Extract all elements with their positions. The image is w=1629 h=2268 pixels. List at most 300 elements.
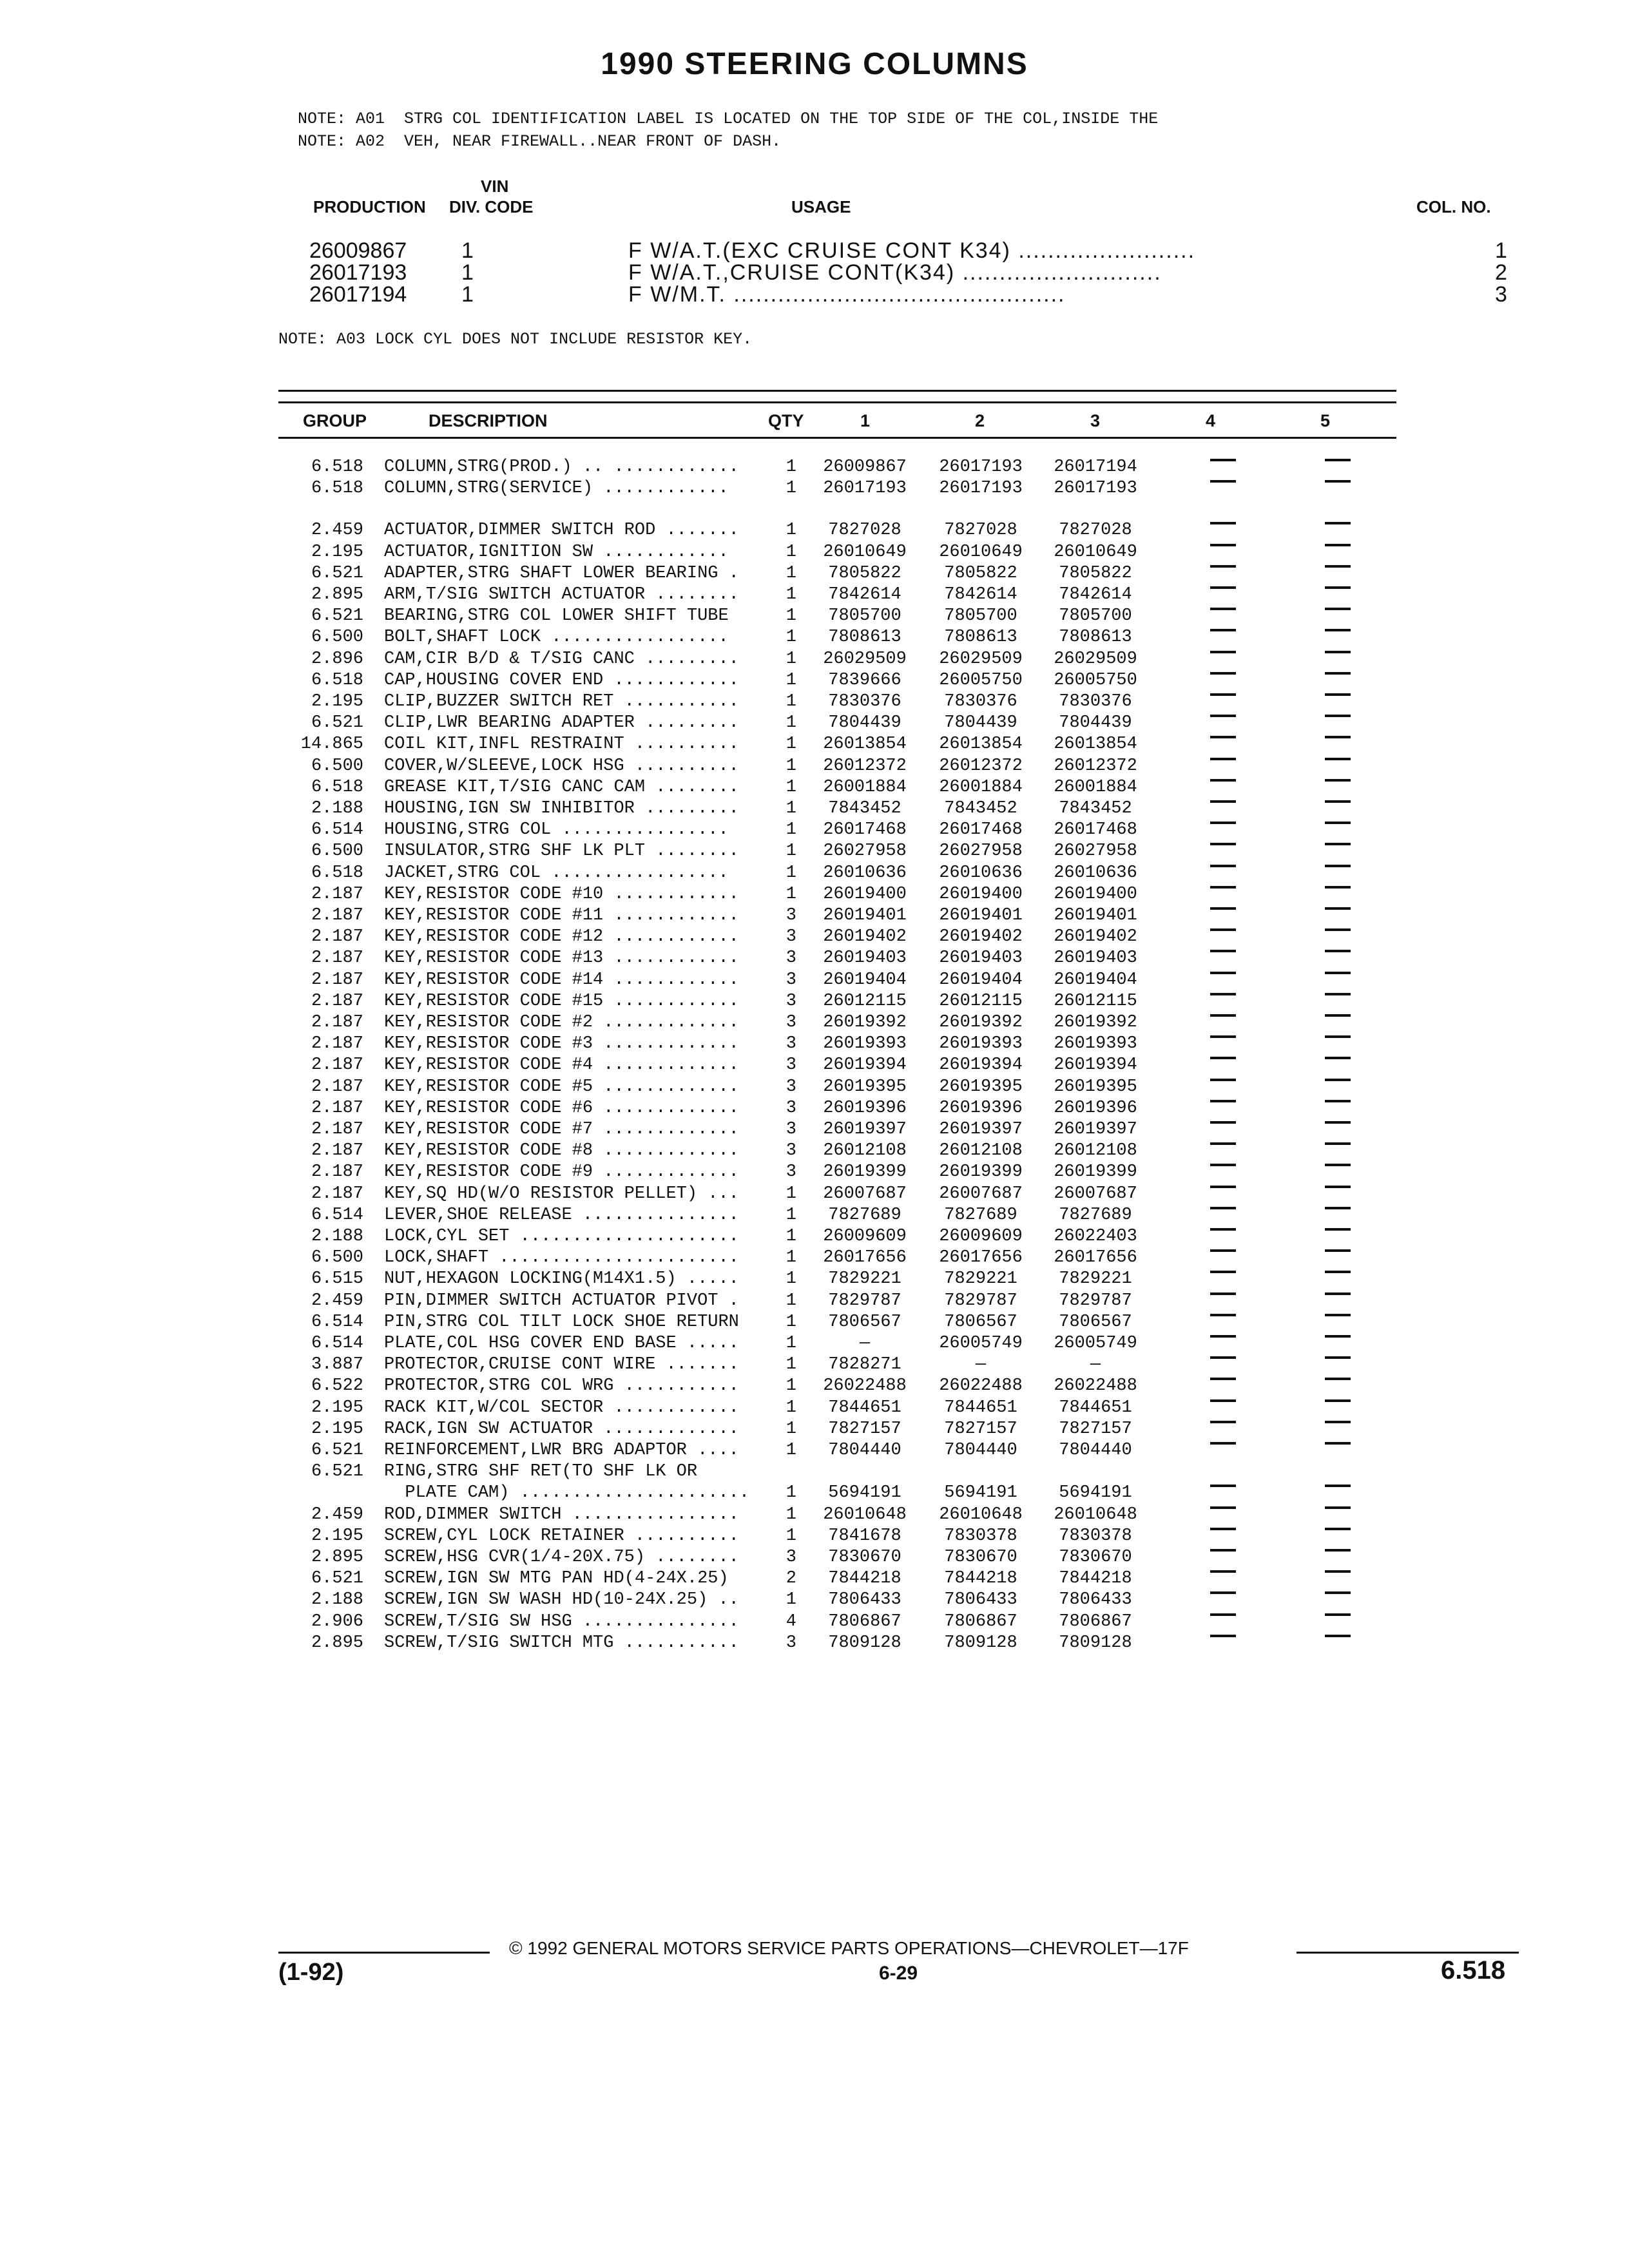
col-5-empty-dash <box>1325 459 1351 461</box>
col-2-part-cell: 26009609 <box>939 1227 1023 1246</box>
col-5-empty-dash <box>1325 1591 1351 1594</box>
col-5-empty-dash <box>1325 1057 1351 1059</box>
table-row <box>0 1120 1629 1141</box>
col-5-empty-dash <box>1325 1314 1351 1316</box>
col-2-part-cell: 26022488 <box>939 1376 1023 1396</box>
note-a01: NOTE: A01 STRG COL IDENTIFICATION LABEL IS LOCATED ON THE TOP SIDE OF THE COL,INSIDE THE <box>298 110 1159 128</box>
description-cell: ACTUATOR,DIMMER SWITCH ROD ....... <box>384 521 739 541</box>
group-cell: 6.521 <box>311 1569 363 1589</box>
col-5-empty-dash <box>1325 1121 1351 1124</box>
col-1-part-cell: — <box>859 1334 871 1353</box>
group-cell: 2.896 <box>311 649 363 669</box>
group-cell: 2.895 <box>311 1548 363 1567</box>
table-row <box>0 927 1629 948</box>
group-cell: 6.518 <box>311 863 363 883</box>
qty-cell: 1 <box>786 1526 796 1546</box>
qty-cell: 1 <box>786 521 796 541</box>
col-2-part-cell: 26001884 <box>939 777 1023 797</box>
col-2-part-cell: 26019400 <box>939 884 1023 904</box>
table-row <box>0 1077 1629 1099</box>
qty-cell: 1 <box>786 692 796 711</box>
col-5-empty-dash <box>1325 886 1351 889</box>
table-row <box>0 1419 1629 1441</box>
col-2-part-cell: 7806867 <box>944 1611 1017 1631</box>
description-cell: CAP,HOUSING COVER END ............ <box>384 670 739 690</box>
col-3-part-cell: 26019402 <box>1054 927 1137 947</box>
col-1-part-cell: 26019394 <box>823 1055 907 1075</box>
col-3-part-cell: 7829221 <box>1059 1269 1132 1289</box>
table-row <box>0 1099 1629 1120</box>
col-1-part-cell: 7830670 <box>828 1548 901 1567</box>
col-2-part-cell: 7808613 <box>944 628 1017 648</box>
description-cell: KEY,RESISTOR CODE #9 ............. <box>384 1162 739 1182</box>
col-2-part-cell: 26010648 <box>939 1504 1023 1524</box>
description-cell: KEY,RESISTOR CODE #13 ............ <box>384 948 739 968</box>
table-row <box>0 1548 1629 1569</box>
qty-cell: 3 <box>786 927 796 947</box>
col-header-5: 5 <box>1320 411 1331 430</box>
qty-cell: 1 <box>786 606 796 626</box>
description-cell: LOCK,CYL SET ..................... <box>384 1227 739 1246</box>
table-row <box>0 1312 1629 1334</box>
col-3-part-cell: 7827028 <box>1059 521 1132 541</box>
group-cell: 6.518 <box>311 670 363 690</box>
col-1-part-cell: 26022488 <box>823 1376 907 1396</box>
col-1-part-cell: 26019403 <box>823 948 907 968</box>
col-5-empty-dash <box>1325 758 1351 760</box>
qty-cell: 3 <box>786 1098 796 1118</box>
col-5-empty-dash <box>1325 1506 1351 1509</box>
qty-cell: 3 <box>786 906 796 925</box>
col-5-empty-dash <box>1325 1228 1351 1231</box>
col-3-part-cell: 7830378 <box>1059 1526 1132 1546</box>
qty-cell: 1 <box>786 563 796 583</box>
vin-header: VIN <box>481 177 509 196</box>
table-row <box>0 841 1629 863</box>
col-5-empty-dash <box>1325 865 1351 867</box>
col-2-part-cell: 7804440 <box>944 1441 1017 1460</box>
col-4-empty-dash <box>1210 1356 1236 1359</box>
col-1-part-cell: 7808613 <box>828 628 901 648</box>
qty-cell: 1 <box>786 756 796 776</box>
col-1-part-cell: 26029509 <box>823 649 907 669</box>
col-2-part-cell: 26019403 <box>939 948 1023 968</box>
table-row <box>0 543 1629 564</box>
description-cell: CLIP,LWR BEARING ADAPTER ......... <box>384 713 739 733</box>
qty-cell: 3 <box>786 948 796 968</box>
qty-cell: 3 <box>786 1120 796 1139</box>
col-2-part-cell: 7827689 <box>944 1205 1017 1225</box>
col-3-part-cell: 7830376 <box>1059 692 1132 711</box>
description-cell: COIL KIT,INFL RESTRAINT .......... <box>384 735 739 754</box>
col-5-empty-dash <box>1325 1335 1351 1338</box>
description-cell: PLATE,COL HSG COVER END BASE ..... <box>384 1334 739 1353</box>
description-cell: LEVER,SHOE RELEASE ............... <box>384 1205 739 1225</box>
col-1-part-cell: 26013854 <box>823 735 907 754</box>
description-cell: INSULATOR,STRG SHF LK PLT ........ <box>384 841 739 861</box>
col-1-part-cell: 7829787 <box>828 1291 901 1311</box>
col-5-empty-dash <box>1325 779 1351 782</box>
description-cell: RING,STRG SHF RET(TO SHF LK OR <box>384 1462 698 1482</box>
col-4-empty-dash <box>1210 886 1236 889</box>
col-5-empty-dash <box>1325 522 1351 524</box>
col-2-part-cell: 26019404 <box>939 970 1023 990</box>
col-1-part-cell: 7828271 <box>828 1355 901 1375</box>
qty-cell: 1 <box>786 649 796 669</box>
col-1-part-cell: 26019404 <box>823 970 907 990</box>
col-5-empty-dash <box>1325 565 1351 568</box>
col-1-part-cell: 26017468 <box>823 820 907 840</box>
table-row <box>0 1184 1629 1206</box>
table-row <box>0 1291 1629 1312</box>
table-row <box>0 820 1629 841</box>
table-row <box>0 713 1629 735</box>
footer-date-code: (1-92) <box>278 1959 344 1986</box>
col-header-description: DESCRIPTION <box>429 411 548 430</box>
table-row <box>0 606 1629 628</box>
description-cell: SCREW,HSG CVR(1/4-20X.75) ........ <box>384 1548 739 1567</box>
table-row <box>0 1483 1629 1504</box>
table-row <box>0 799 1629 820</box>
col-4-empty-dash <box>1210 1549 1236 1552</box>
description-cell: KEY,RESISTOR CODE #4 ............. <box>384 1055 739 1075</box>
group-cell: 2.895 <box>311 1633 363 1653</box>
footer-rule-right <box>1296 1952 1519 1954</box>
col-1-part-cell: 26012372 <box>823 756 907 776</box>
qty-cell: 1 <box>786 1376 796 1396</box>
col-1-part-cell: 26010648 <box>823 1504 907 1524</box>
col-2-part-cell: 26019395 <box>939 1077 1023 1097</box>
col-5-empty-dash <box>1325 1186 1351 1188</box>
description-cell: NUT,HEXAGON LOCKING(M14X1.5) ..... <box>384 1269 739 1289</box>
div-code: 1 <box>461 238 474 263</box>
description-cell: ROD,DIMMER SWITCH ................ <box>384 1504 739 1524</box>
table-row <box>0 521 1629 542</box>
col-3-part-cell: 26007687 <box>1054 1184 1137 1204</box>
table-row <box>0 1269 1629 1291</box>
col-2-part-cell: — <box>975 1355 987 1375</box>
col-4-empty-dash <box>1210 1100 1236 1102</box>
description-cell: KEY,RESISTOR CODE #2 ............. <box>384 1013 739 1032</box>
col-3-part-cell: 7806867 <box>1059 1611 1132 1631</box>
qty-cell: 1 <box>786 841 796 861</box>
col-2-part-cell: 5694191 <box>944 1483 1017 1503</box>
col-2-part-cell: 7806567 <box>944 1312 1017 1332</box>
group-cell: 6.515 <box>311 1269 363 1289</box>
table-row <box>0 628 1629 649</box>
col-2-part-cell: 7844218 <box>944 1569 1017 1589</box>
col-4-empty-dash <box>1210 1121 1236 1124</box>
qty-cell: 3 <box>786 1548 796 1567</box>
col-4-empty-dash <box>1210 758 1236 760</box>
col-2-part-cell: 7844651 <box>944 1398 1017 1418</box>
col-4-empty-dash <box>1210 1207 1236 1209</box>
table-row <box>0 1569 1629 1590</box>
col-5-empty-dash <box>1325 480 1351 483</box>
col-3-part-cell: 26012115 <box>1054 991 1137 1011</box>
col-3-part-cell: 7806433 <box>1059 1590 1132 1610</box>
col-5-empty-dash <box>1325 1079 1351 1081</box>
col-3-part-cell: 26019392 <box>1054 1013 1137 1032</box>
col-1-part-cell: 26017656 <box>823 1248 907 1268</box>
description-cell: KEY,RESISTOR CODE #6 ............. <box>384 1098 739 1118</box>
col-1-part-cell: 7809128 <box>828 1633 901 1653</box>
footer-rule-left <box>278 1952 490 1954</box>
col-4-empty-dash <box>1210 907 1236 910</box>
col-1-part-cell: 26001884 <box>823 777 907 797</box>
table-row <box>0 1590 1629 1611</box>
qty-cell: 4 <box>786 1611 796 1631</box>
col-4-empty-dash <box>1210 993 1236 995</box>
col-3-part-cell: 7829787 <box>1059 1291 1132 1311</box>
col-2-part-cell: 26017468 <box>939 820 1023 840</box>
col-5-empty-dash <box>1325 822 1351 824</box>
group-cell: 6.514 <box>311 1205 363 1225</box>
col-header-4: 4 <box>1206 411 1216 430</box>
col-3-part-cell: — <box>1090 1355 1101 1375</box>
col-3-part-cell: 26019403 <box>1054 948 1137 968</box>
col-5-empty-dash <box>1325 993 1351 995</box>
col-2-part-cell: 7843452 <box>944 799 1017 818</box>
table-top-rule-2 <box>278 401 1396 403</box>
description-cell: RACK KIT,W/COL SECTOR ............ <box>384 1398 739 1418</box>
col-5-empty-dash <box>1325 1613 1351 1616</box>
col-1-part-cell: 26019397 <box>823 1120 907 1139</box>
group-cell: 2.187 <box>311 948 363 968</box>
group-cell: 2.195 <box>311 692 363 711</box>
table-row <box>0 1013 1629 1034</box>
group-cell: 2.187 <box>311 991 363 1011</box>
group-cell: 6.514 <box>311 1312 363 1332</box>
col-1-part-cell: 26019402 <box>823 927 907 947</box>
description-cell: LOCK,SHAFT ....................... <box>384 1248 739 1268</box>
production-number: 26017193 <box>309 260 407 285</box>
col-5-empty-dash <box>1325 1570 1351 1573</box>
col-no-header: COL. NO. <box>1416 197 1491 216</box>
col-3-part-cell: 26019400 <box>1054 884 1137 904</box>
group-cell: 6.521 <box>311 1462 363 1482</box>
col-3-part-cell: 7809128 <box>1059 1633 1132 1653</box>
col-4-empty-dash <box>1210 1335 1236 1338</box>
page-title: 1990 STEERING COLUMNS <box>601 47 1028 81</box>
col-4-empty-dash <box>1210 459 1236 461</box>
qty-cell: 1 <box>786 479 796 499</box>
col-1-part-cell: 7804439 <box>828 713 901 733</box>
col-1-part-cell: 26019392 <box>823 1013 907 1032</box>
col-3-part-cell: 7830670 <box>1059 1548 1132 1567</box>
col-4-empty-dash <box>1210 1378 1236 1380</box>
qty-cell: 3 <box>786 991 796 1011</box>
col-3-part-cell: 26019399 <box>1054 1162 1137 1182</box>
col-5-empty-dash <box>1325 1164 1351 1166</box>
col-2-part-cell: 26017193 <box>939 479 1023 499</box>
group-cell: 2.187 <box>311 884 363 904</box>
col-4-empty-dash <box>1210 972 1236 974</box>
description-cell: ACTUATOR,IGNITION SW ............ <box>384 542 729 562</box>
group-cell: 2.906 <box>311 1611 363 1631</box>
col-2-part-cell: 26017193 <box>939 457 1023 477</box>
col-3-part-cell: 7806567 <box>1059 1312 1132 1332</box>
col-2-part-cell: 26010636 <box>939 863 1023 883</box>
div-code: 1 <box>461 260 474 285</box>
qty-cell: 1 <box>786 1291 796 1311</box>
col-3-part-cell: 26017468 <box>1054 820 1137 840</box>
col-4-empty-dash <box>1210 1528 1236 1530</box>
description-cell: ARM,T/SIG SWITCH ACTUATOR ........ <box>384 585 739 604</box>
description-cell: PIN,DIMMER SWITCH ACTUATOR PIVOT . <box>384 1291 739 1311</box>
col-1-part-cell: 26019395 <box>823 1077 907 1097</box>
col-5-empty-dash <box>1325 1549 1351 1552</box>
col-1-part-cell: 26019400 <box>823 884 907 904</box>
description-cell: KEY,RESISTOR CODE #14 ............ <box>384 970 739 990</box>
col-4-empty-dash <box>1210 565 1236 568</box>
table-row <box>0 479 1629 500</box>
col-1-part-cell: 7842614 <box>828 585 901 604</box>
description-cell: PLATE CAM) ...................... <box>384 1483 750 1503</box>
col-2-part-cell: 26007687 <box>939 1184 1023 1204</box>
description-cell: PROTECTOR,STRG COL WRG ........... <box>384 1376 739 1396</box>
col-1-part-cell: 7841678 <box>828 1526 901 1546</box>
col-3-part-cell: 26010636 <box>1054 863 1137 883</box>
col-1-part-cell: 26009867 <box>823 457 907 477</box>
col-3-part-cell: 5694191 <box>1059 1483 1132 1503</box>
description-cell: KEY,RESISTOR CODE #12 ............ <box>384 927 739 947</box>
group-cell: 6.514 <box>311 820 363 840</box>
group-cell: 6.522 <box>311 1376 363 1396</box>
group-cell: 2.459 <box>311 1291 363 1311</box>
col-header-2: 2 <box>975 411 985 430</box>
qty-cell: 3 <box>786 1034 796 1054</box>
description-cell: CLIP,BUZZER SWITCH RET ........... <box>384 692 739 711</box>
col-1-part-cell: 26012115 <box>823 991 907 1011</box>
col-2-part-cell: 26019401 <box>939 906 1023 925</box>
table-row <box>0 585 1629 606</box>
group-cell: 2.187 <box>311 1184 363 1204</box>
description-cell: GREASE KIT,T/SIG CANC CAM ........ <box>384 777 739 797</box>
qty-cell: 1 <box>786 1269 796 1289</box>
col-1-part-cell: 7827157 <box>828 1419 901 1439</box>
table-row <box>0 1355 1629 1376</box>
note-a02: NOTE: A02 VEH, NEAR FIREWALL..NEAR FRONT OF DASH. <box>298 132 782 151</box>
group-cell: 6.500 <box>311 1248 363 1268</box>
col-4-empty-dash <box>1210 928 1236 931</box>
col-5-empty-dash <box>1325 693 1351 696</box>
description-cell: COLUMN,STRG(PROD.) .. ............ <box>384 457 739 477</box>
table-row <box>0 948 1629 970</box>
group-cell: 2.187 <box>311 970 363 990</box>
qty-cell: 1 <box>786 585 796 604</box>
group-cell: 2.188 <box>311 1590 363 1610</box>
col-4-empty-dash <box>1210 1142 1236 1145</box>
description-cell: JACKET,STRG COL ................. <box>384 863 729 883</box>
description-cell: HOUSING,IGN SW INHIBITOR ......... <box>384 799 739 818</box>
group-cell: 2.187 <box>311 1141 363 1161</box>
col-1-part-cell: 7829221 <box>828 1269 901 1289</box>
col-2-part-cell: 26010649 <box>939 542 1023 562</box>
group-cell: 6.521 <box>311 713 363 733</box>
col-3-part-cell: 26010649 <box>1054 542 1137 562</box>
col-2-part-cell: 26019393 <box>939 1034 1023 1054</box>
col-2-part-cell: 26019397 <box>939 1120 1023 1139</box>
col-2-part-cell: 26017656 <box>939 1248 1023 1268</box>
group-cell: 6.514 <box>311 1334 363 1353</box>
col-4-empty-dash <box>1210 1293 1236 1295</box>
col-4-empty-dash <box>1210 1249 1236 1252</box>
production-header: PRODUCTION <box>313 197 426 216</box>
table-top-rule <box>278 390 1396 392</box>
group-cell: 2.187 <box>311 1162 363 1182</box>
col-header-3: 3 <box>1090 411 1101 430</box>
col-2-part-cell: 26029509 <box>939 649 1023 669</box>
col-3-part-cell: 26001884 <box>1054 777 1137 797</box>
table-row <box>0 1334 1629 1355</box>
qty-cell: 1 <box>786 713 796 733</box>
col-3-part-cell: 7808613 <box>1059 628 1132 648</box>
note-a03: NOTE: A03 LOCK CYL DOES NOT INCLUDE RESISTOR KEY. <box>278 330 753 349</box>
col-3-part-cell: 7844218 <box>1059 1569 1132 1589</box>
col-2-part-cell: 7829787 <box>944 1291 1017 1311</box>
description-cell: BOLT,SHAFT LOCK ................. <box>384 628 729 648</box>
qty-cell: 2 <box>786 1569 796 1589</box>
col-2-part-cell: 26019396 <box>939 1098 1023 1118</box>
description-cell: KEY,SQ HD(W/O RESISTOR PELLET) ... <box>384 1184 739 1204</box>
table-row <box>0 992 1629 1013</box>
qty-cell: 3 <box>786 1055 796 1075</box>
description-cell: KEY,RESISTOR CODE #7 ............. <box>384 1120 739 1139</box>
col-4-empty-dash <box>1210 779 1236 782</box>
table-row <box>0 906 1629 927</box>
col-1-part-cell: 7804440 <box>828 1441 901 1460</box>
group-cell: 2.187 <box>311 1098 363 1118</box>
group-cell: 3.887 <box>311 1355 363 1375</box>
qty-cell: 3 <box>786 1162 796 1182</box>
col-3-part-cell: 7804440 <box>1059 1441 1132 1460</box>
qty-cell: 1 <box>786 1590 796 1610</box>
col-4-empty-dash <box>1210 522 1236 524</box>
description-cell: KEY,RESISTOR CODE #5 ............. <box>384 1077 739 1097</box>
group-cell: 6.518 <box>311 479 363 499</box>
col-5-empty-dash <box>1325 1035 1351 1038</box>
footer-copyright: © 1992 GENERAL MOTORS SERVICE PARTS OPERATIONS—CHEVROLET—17F <box>509 1938 1189 1958</box>
group-cell: 2.187 <box>311 906 363 925</box>
col-1-part-cell: 26007687 <box>823 1184 907 1204</box>
table-row <box>0 885 1629 906</box>
col-5-empty-dash <box>1325 651 1351 653</box>
col-1-part-cell: 7844651 <box>828 1398 901 1418</box>
table-row <box>0 970 1629 992</box>
col-3-part-cell: 7805822 <box>1059 563 1132 583</box>
col-1-part-cell: 26010649 <box>823 542 907 562</box>
col-header-1: 1 <box>860 411 871 430</box>
col-2-part-cell: 26005749 <box>939 1334 1023 1353</box>
group-cell: 6.500 <box>311 756 363 776</box>
col-3-part-cell: 7842614 <box>1059 585 1132 604</box>
col-5-empty-dash <box>1325 843 1351 845</box>
col-4-empty-dash <box>1210 950 1236 952</box>
qty-cell: 1 <box>786 884 796 904</box>
footer-page-number: 6-29 <box>879 1963 918 1984</box>
col-4-empty-dash <box>1210 672 1236 675</box>
col-5-empty-dash <box>1325 1271 1351 1273</box>
table-row <box>0 863 1629 885</box>
col-4-empty-dash <box>1210 1421 1236 1423</box>
qty-cell: 1 <box>786 1504 796 1524</box>
qty-cell: 1 <box>786 777 796 797</box>
col-5-empty-dash <box>1325 1485 1351 1487</box>
col-4-empty-dash <box>1210 1014 1236 1017</box>
col-4-empty-dash <box>1210 1399 1236 1402</box>
col-header-qty: QTY <box>768 411 804 430</box>
